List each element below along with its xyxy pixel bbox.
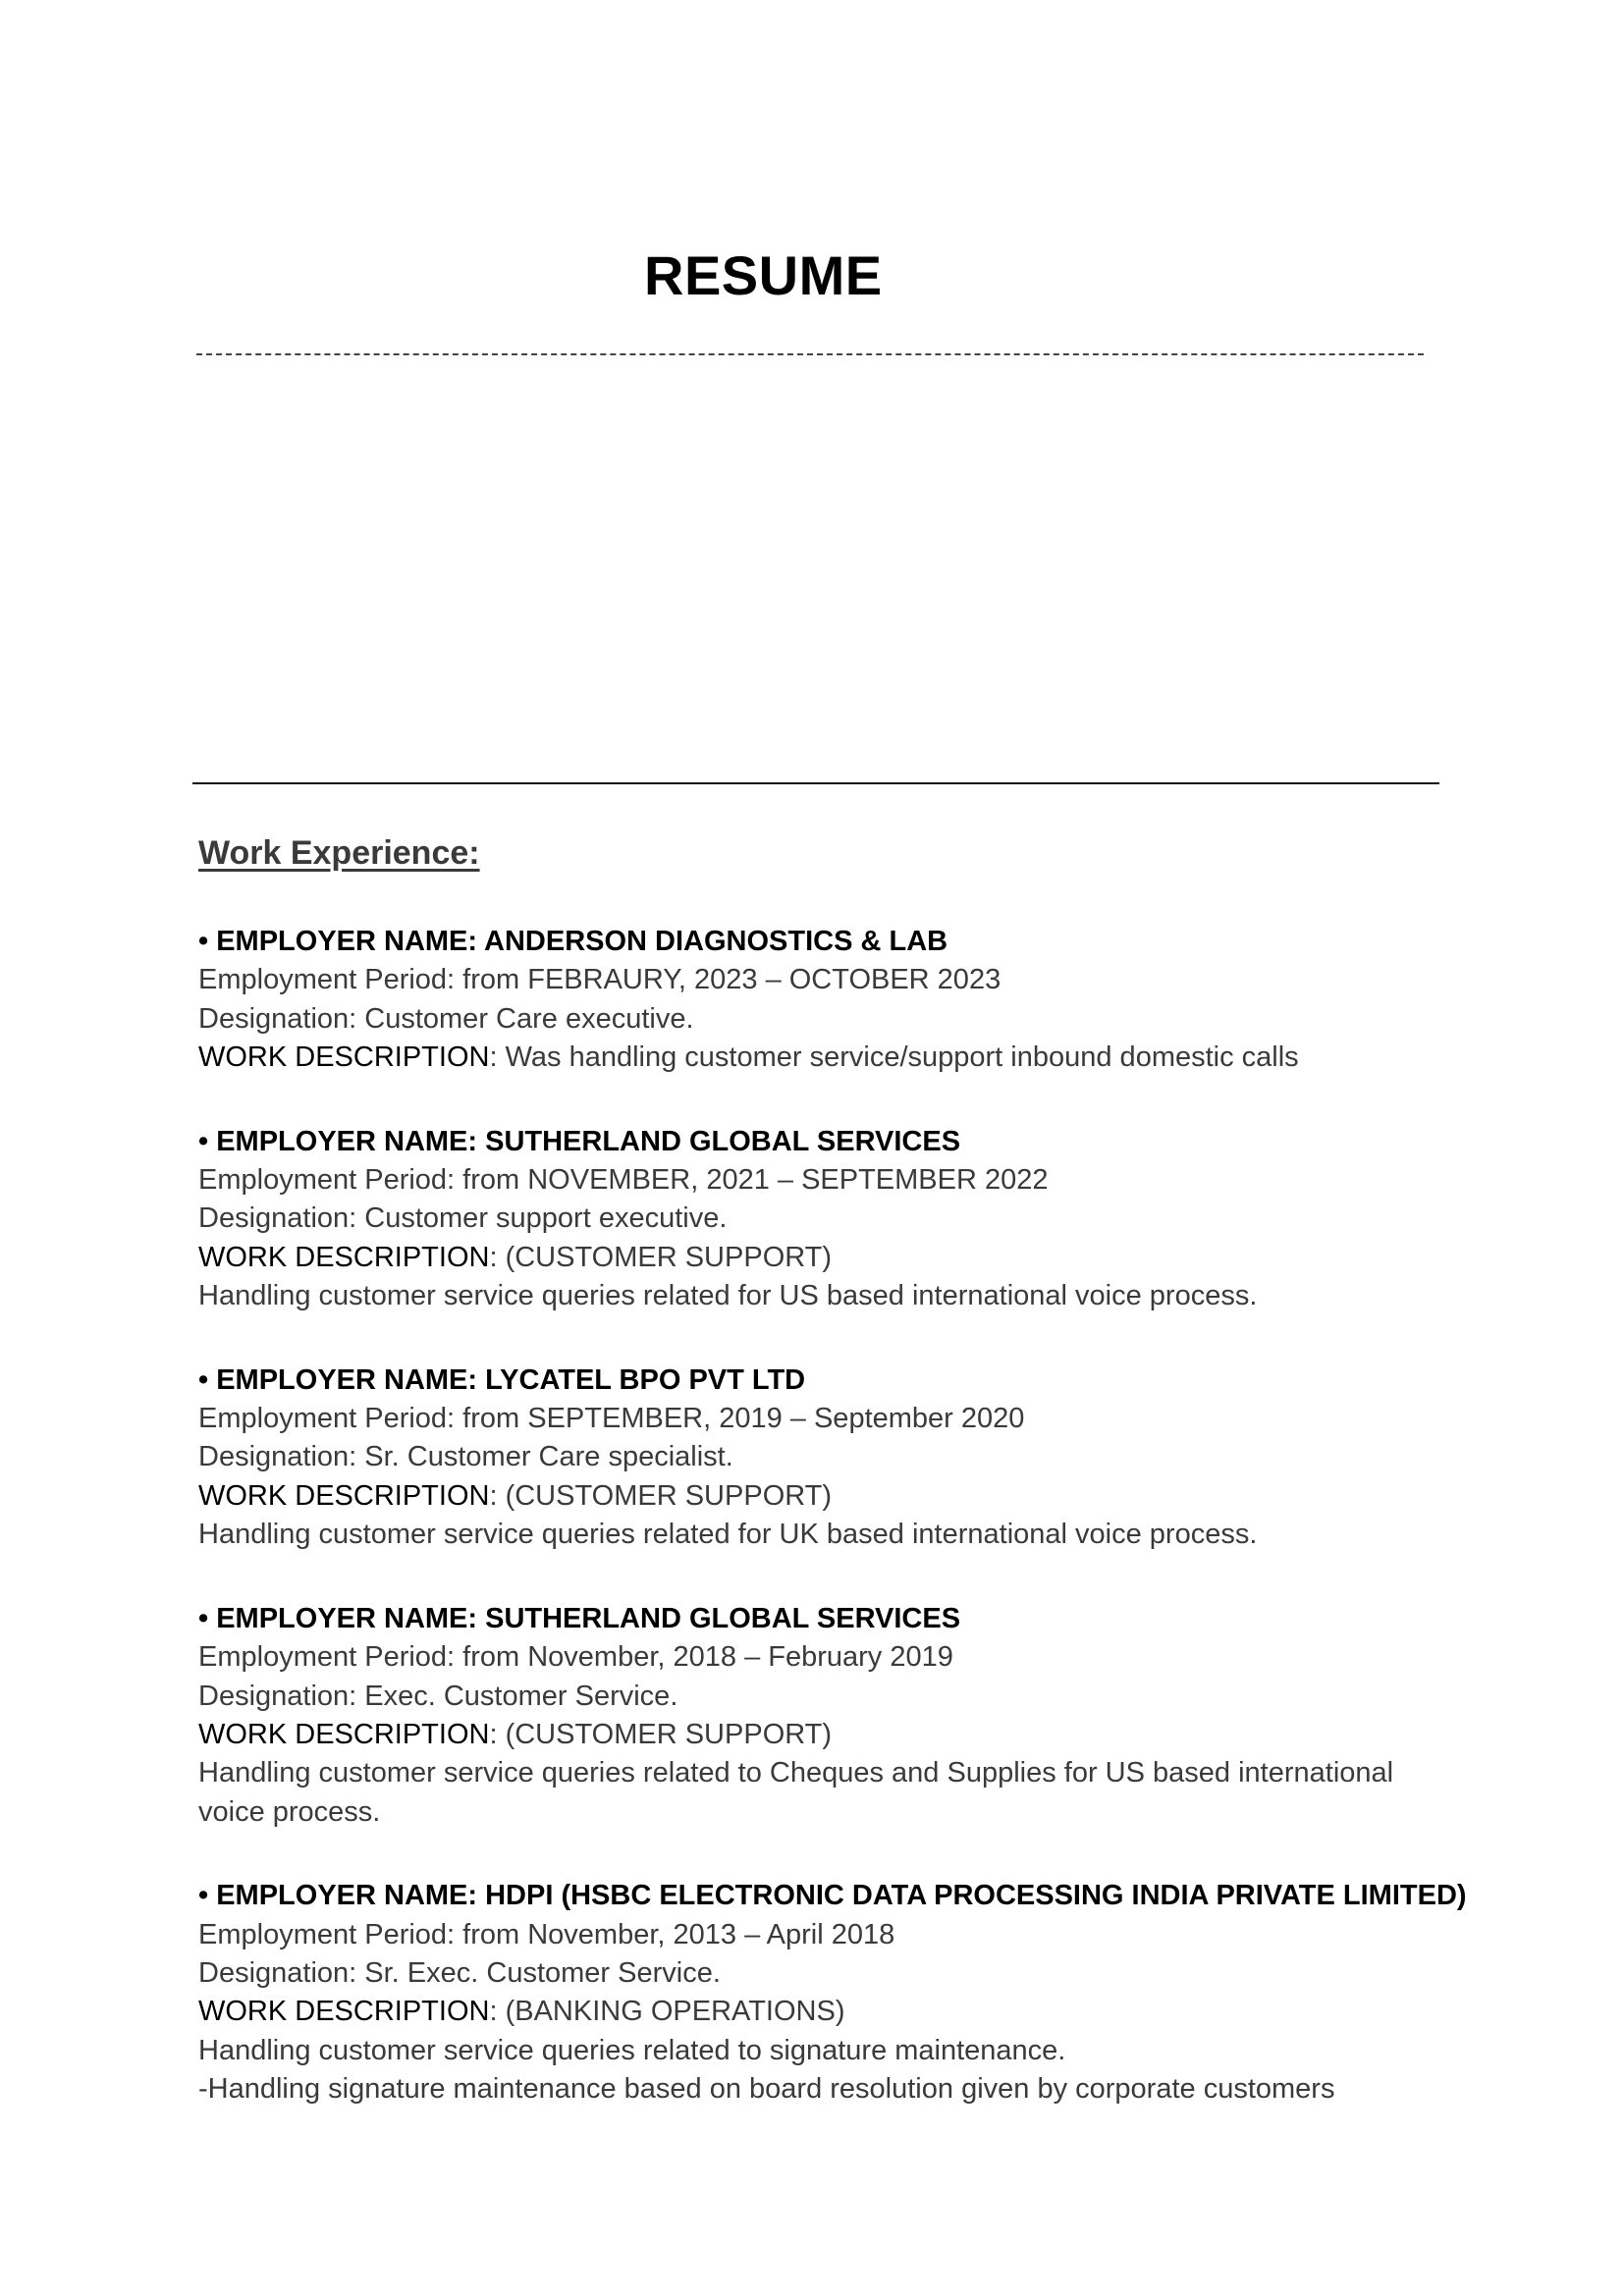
employment-period: Employment Period: from SEPTEMBER, 2019 – September 2020: [198, 1403, 1025, 1435]
employer-name: • EMPLOYER NAME: LYCATEL BPO PVT LTD: [198, 1363, 806, 1396]
work-description-value: : (CUSTOMER SUPPORT): [489, 1241, 833, 1273]
employment-period: Employment Period: from November, 2018 – February 2019: [198, 1641, 953, 1674]
designation: Designation: Exec. Customer Service.: [198, 1680, 678, 1712]
horizontal-rule: [192, 782, 1439, 784]
work-description-label: WORK DESCRIPTION: [198, 1241, 490, 1273]
job-entry: [198, 1600, 1435, 1832]
employer-name: • EMPLOYER NAME: ANDERSON DIAGNOSTICS & LAB: [198, 926, 948, 957]
work-description-value: : (CUSTOMER SUPPORT): [489, 1479, 833, 1512]
work-description: [198, 1477, 1435, 1516]
work-experience-list: [198, 923, 1467, 2155]
job-entry: [198, 923, 1435, 1078]
work-detail: voice process.: [198, 1795, 381, 1828]
designation: Designation: Customer support executive.: [198, 1202, 728, 1235]
work-description: [198, 1039, 1435, 1077]
designation: Designation: Sr. Exec. Customer Service.: [198, 1956, 721, 1989]
work-description: [198, 1716, 1435, 1754]
work-detail: Handling customer service queries related to Cheques and Supplies for US based international: [198, 1757, 1394, 1789]
work-detail: Handling customer service queries related for US based international voice process.: [198, 1280, 1258, 1312]
employment-period: Employment Period: from FEBRAURY, 2023 – OCTOBER 2023: [198, 964, 1001, 996]
work-description-label: WORK DESCRIPTION: [198, 1041, 490, 1074]
work-description-value: : (BANKING OPERATIONS): [489, 1996, 845, 2028]
job-entry: [198, 1877, 1467, 2109]
work-description-label: WORK DESCRIPTION: [198, 1996, 490, 2028]
designation: Designation: Customer Care executive.: [198, 1002, 694, 1035]
dashed-separator: [196, 353, 1424, 355]
employment-period: Employment Period: from November, 2013 – April 2018: [198, 1918, 895, 1950]
job-entry: [198, 1362, 1435, 1555]
employer-name: • EMPLOYER NAME: SUTHERLAND GLOBAL SERVICES: [198, 1125, 961, 1157]
page-title: RESUME: [644, 244, 883, 306]
work-description-label: WORK DESCRIPTION: [198, 1718, 490, 1750]
work-experience-heading: Work Experience:: [198, 834, 480, 872]
work-detail: -Handling signature maintenance based on board resolution given by corporate customers: [198, 2073, 1335, 2106]
work-description-value: : Was handling customer service/support inbound domestic calls: [489, 1041, 1299, 1074]
employer-name: • EMPLOYER NAME: SUTHERLAND GLOBAL SERVICES: [198, 1602, 961, 1634]
work-detail: Handling customer service queries related to signature maintenance.: [198, 2034, 1066, 2066]
employer-name: • EMPLOYER NAME: HDPI (HSBC ELECTRONIC DATA PROCESSING INDIA PRIVATE LIMITED): [198, 1880, 1467, 1912]
work-description-value: : (CUSTOMER SUPPORT): [489, 1718, 833, 1750]
employment-period: Employment Period: from NOVEMBER, 2021 – SEPTEMBER 2022: [198, 1164, 1049, 1197]
work-detail: Handling customer service queries related for UK based international voice process.: [198, 1519, 1258, 1551]
work-description-label: WORK DESCRIPTION: [198, 1479, 490, 1512]
work-description: [198, 1993, 1435, 2031]
job-entry: [198, 1123, 1435, 1316]
work-description: [198, 1239, 1435, 1277]
designation: Designation: Sr. Customer Care specialist.: [198, 1441, 733, 1473]
